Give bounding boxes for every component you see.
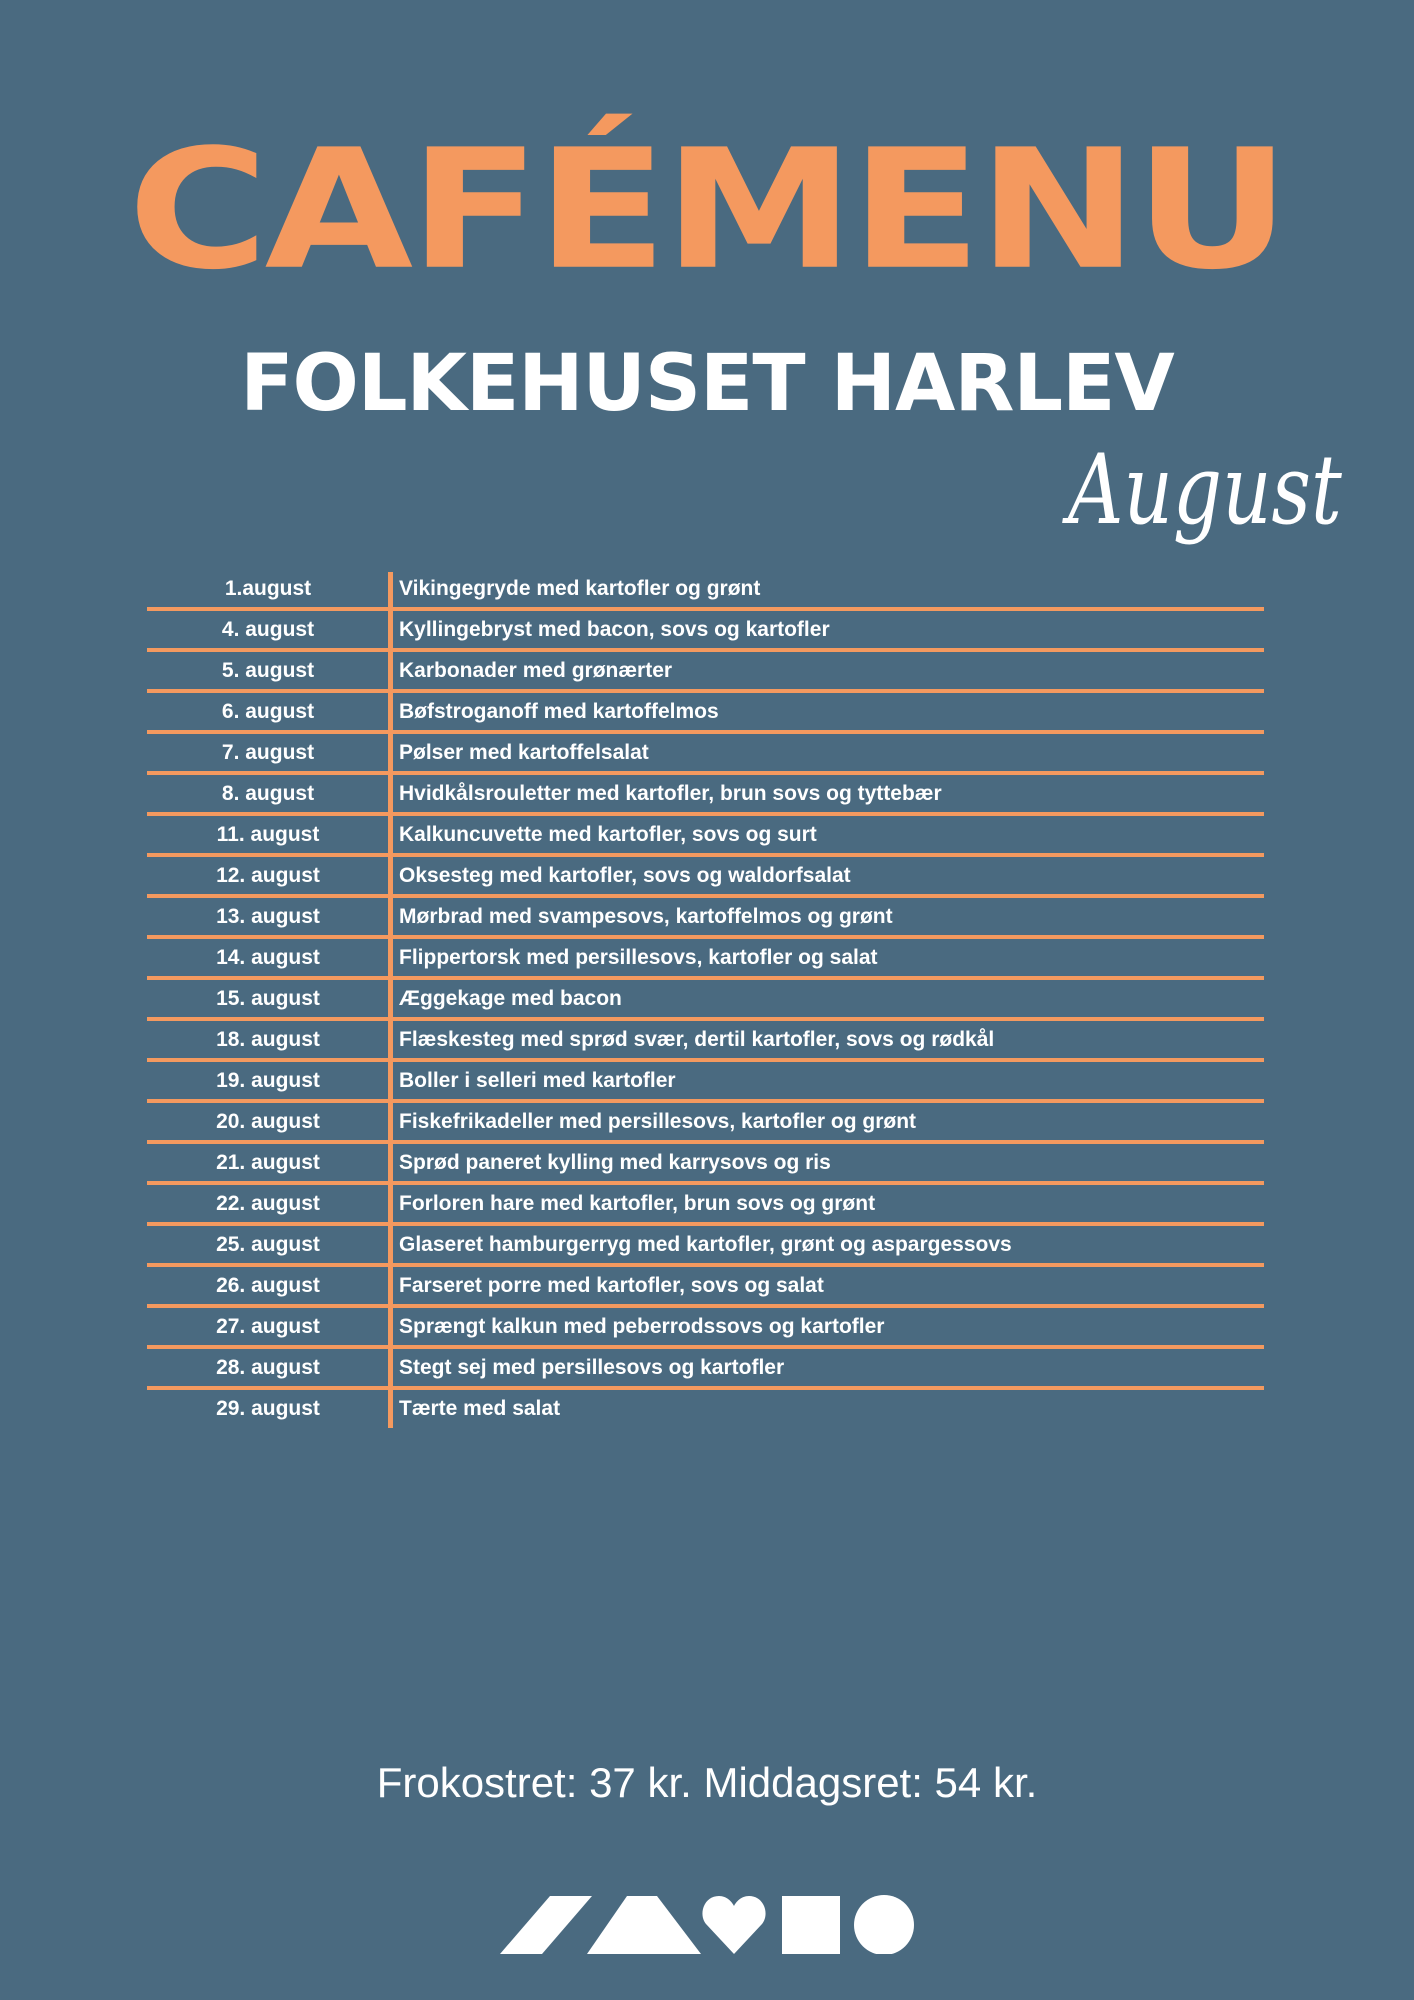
menu-row [147, 1021, 1264, 1062]
circle-icon [854, 1895, 914, 1954]
menu-row [147, 1308, 1264, 1349]
menu-row [147, 693, 1264, 734]
menu-dish: Sprængt kalkun med peberrodssovs og kartofler [399, 1315, 885, 1338]
menu-date: 22. august [216, 1192, 320, 1215]
menu-date: 15. august [216, 987, 320, 1010]
menu-date: 18. august [216, 1028, 320, 1051]
menu-date: 25. august [216, 1233, 320, 1256]
menu-date: 19. august [216, 1069, 320, 1092]
menu-dish: Bøfstroganoff med kartoffelmos [399, 700, 719, 723]
menu-date: 5. august [221, 659, 315, 682]
menu-list [147, 570, 1264, 1431]
menu-dish: Oksesteg med kartofler, sovs og waldorfsalat [399, 864, 851, 887]
menu-dish: Boller i selleri med kartofler [399, 1069, 676, 1092]
menu-dish: Forloren hare med kartofler, brun sovs og grønt [399, 1192, 876, 1215]
month-label: August [1068, 434, 1342, 546]
menu-date: 7. august [221, 741, 315, 764]
column-divider [388, 572, 393, 1428]
square-icon [782, 1896, 840, 1954]
menu-date: 20. august [216, 1110, 320, 1133]
menu-date: 26. august [216, 1274, 320, 1297]
menu-row [147, 898, 1264, 939]
menu-date: 11. august [216, 823, 320, 846]
menu-date: 28. august [216, 1356, 320, 1379]
menu-dish: Kyllingebryst med bacon, sovs og kartofler [399, 618, 830, 641]
menu-row [147, 1226, 1264, 1267]
menu-row [147, 611, 1264, 652]
menu-row [147, 1062, 1264, 1103]
menu-row [147, 1349, 1264, 1390]
menu-dish: Stegt sej med persillesovs og kartofler [399, 1356, 785, 1379]
menu-dish: Mørbrad med svampesovs, kartoffelmos og grønt [399, 905, 893, 928]
menu-date: 1.august [224, 577, 312, 600]
menu-dish: Vikingegryde med kartofler og grønt [399, 577, 761, 600]
menu-date: 21. august [216, 1151, 320, 1174]
menu-row [147, 1390, 1264, 1431]
venue-name: FOLKEHUSET HARLEV [240, 339, 1174, 429]
menu-date: 14. august [216, 946, 320, 969]
menu-row [147, 1103, 1264, 1144]
menu-row [147, 939, 1264, 980]
menu-dish: Tærte med salat [399, 1397, 561, 1420]
menu-date: 27. august [216, 1315, 320, 1338]
menu-dish: Glaseret hamburgerryg med kartofler, grønt og aspargessovs [399, 1233, 1012, 1256]
menu-row [147, 775, 1264, 816]
menu-date: 13. august [216, 905, 320, 928]
menu-row [147, 1185, 1264, 1226]
menu-dish: Flæskesteg med sprød svær, dertil kartofler, sovs og rødkål [399, 1028, 995, 1051]
menu-dish: Æggekage med bacon [399, 987, 622, 1010]
menu-row [147, 1267, 1264, 1308]
menu-row [147, 857, 1264, 898]
heart-icon [702, 1896, 765, 1954]
menu-date: 6. august [221, 700, 315, 723]
menu-date: 8. august [221, 782, 315, 805]
menu-dish: Farseret porre med kartofler, sovs og salat [399, 1274, 824, 1297]
menu-dish: Sprød paneret kylling med karrysovs og ris [399, 1151, 831, 1174]
page-title: CAFÉMENU [127, 114, 1287, 307]
menu-dish: Flippertorsk med persillesovs, kartofler og salat [399, 946, 878, 969]
menu-row [147, 980, 1264, 1021]
menu-dish: Karbonader med grønærter [399, 659, 673, 682]
menu-row [147, 570, 1264, 611]
menu-row [147, 1144, 1264, 1185]
menu-date: 12. august [216, 864, 320, 887]
logo [500, 1894, 916, 1954]
parallelogram-icon [500, 1896, 592, 1954]
menu-dish: Hvidkålsrouletter med kartofler, brun sovs og tyttebær [399, 782, 942, 805]
menu-dish: Kalkuncuvette med kartofler, sovs og surt [399, 823, 817, 846]
menu-dish: Pølser med kartoffelsalat [399, 741, 649, 764]
menu-row [147, 652, 1264, 693]
menu-row [147, 816, 1264, 857]
menu-date: 29. august [216, 1397, 320, 1420]
menu-date: 4. august [221, 618, 315, 641]
price-info: Frokostret: 37 kr. Middagsret: 54 kr. [376, 1759, 1038, 1806]
menu-dish: Fiskefrikadeller med persillesovs, kartofler og grønt [399, 1110, 917, 1133]
trapezoid-icon [587, 1896, 701, 1954]
menu-row [147, 734, 1264, 775]
